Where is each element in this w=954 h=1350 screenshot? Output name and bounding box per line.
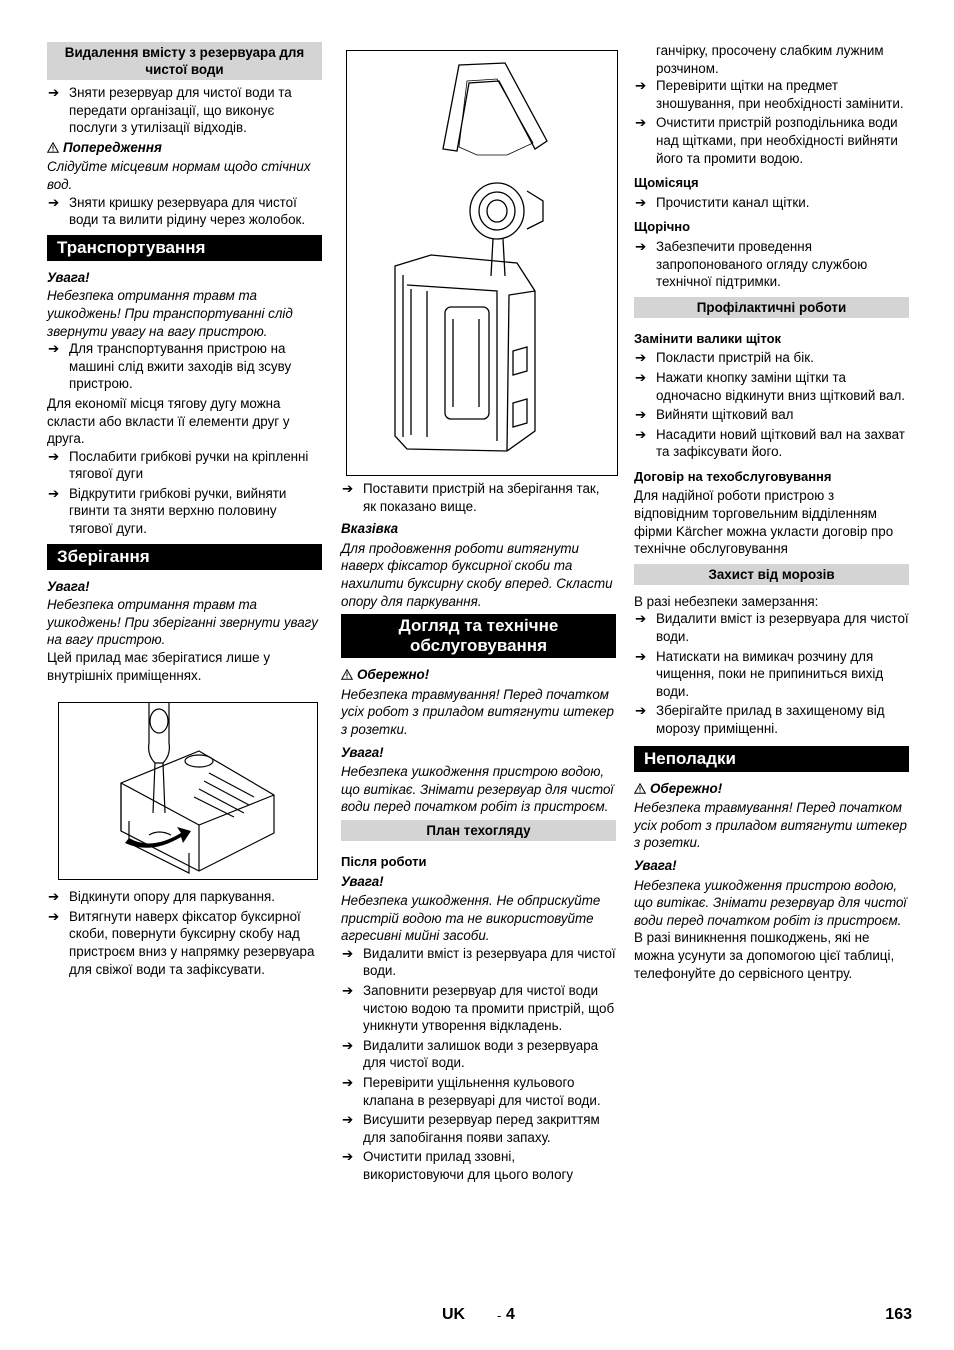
storage-position-illustration — [346, 50, 618, 476]
after-work-list — [341, 945, 616, 1184]
column-middle — [341, 50, 616, 1186]
arrow-icon: ➔ — [342, 945, 354, 961]
frost-text: В разі небезпеки замерзання: — [634, 593, 819, 609]
drain-list-2 — [47, 194, 322, 229]
yearly-list — [634, 238, 909, 291]
monthly-label: Щомісяця — [634, 175, 699, 191]
arrow-icon: ➔ — [635, 194, 647, 210]
transport-list — [47, 340, 322, 393]
list-item: ➔ Прочистити канал щітки. — [635, 194, 810, 210]
arrow-icon: ➔ — [635, 369, 647, 385]
replace-list — [634, 349, 909, 461]
list-item: ➔ Перевірити ущільнення кульового клапана в резервуарі для чистої води. — [342, 1075, 601, 1108]
machine-parking-drawing — [59, 703, 317, 879]
storage-list — [47, 888, 322, 978]
list-item: ➔ Покласти пристрій на бік. — [635, 350, 814, 366]
list-item: ➔ Для транспортування пристрою на машині слід вжити заходів від зсуву пристрою. — [48, 341, 292, 392]
list-item: ➔ Насадити новий щітковий вал на захват та зафіксувати його. — [635, 426, 905, 460]
page-footer — [0, 1306, 954, 1330]
arrow-icon: ➔ — [48, 448, 60, 464]
list-item: ➔ Витягнути наверх фіксатор буксирної скоби, повернути буксирну скобу над пристроєм вниз у напрямку резервуара для свіжої води та зафіксувати. — [48, 908, 315, 977]
contract-text: Для надійної роботи пристрою з відповідним торговельним відділенням фірми Kärcher можна укласти договір про технічне обслуговування — [634, 488, 894, 557]
continued-text: ганчірку, просочену слабким лужним розчином. — [656, 43, 884, 76]
list-item: ➔ Зберігайте прилад в захищеному від морозу приміщенні. — [635, 703, 885, 736]
warning-label: Попередження — [47, 139, 322, 157]
danger-label: Обережно! — [634, 780, 909, 798]
arrow-icon: ➔ — [635, 407, 647, 423]
arrow-icon: ➔ — [635, 78, 647, 94]
list-item: ➔ Видалити вміст із резервуара для чистої води. — [342, 945, 616, 979]
storage-text: Цей прилад має зберігатися лише у внутрішніх приміщеннях. — [47, 650, 271, 683]
continued-list — [634, 77, 909, 167]
list-item: ➔ Відкрутити грибкові ручки, вийняти гвинти та зняти верхню половину тягової дуги. — [48, 485, 287, 537]
maintenance-heading: Профілактичні роботи — [634, 297, 909, 318]
arrow-icon: ➔ — [342, 983, 354, 999]
after-work-label: Після роботи — [341, 853, 427, 869]
faults-heading: Неполадки — [634, 746, 909, 772]
transport-text: Для економії місця тягову дугу можна скласти або вкласти її елементи друг у друга. — [47, 395, 290, 447]
caution-label: Увага! — [47, 269, 90, 285]
arrow-icon: ➔ — [635, 648, 647, 664]
caution-text: Небезпека ушкодження. Не обприскуйте пристрій водою та не використовуйте агресивні мийні засоби. — [341, 893, 601, 944]
arrow-icon: ➔ — [342, 1112, 354, 1128]
transport-list-2 — [47, 448, 322, 538]
caution-text: Небезпека ушкодження пристрою водою, що витікає. Знімати резервуар для чистої води перед початком робіт із пристроєм. — [634, 877, 907, 928]
warning-triangle-icon — [47, 142, 59, 153]
list-item: ➔ Натискати на вимикач розчину для чищення, поки не припиниться вихід води. — [635, 648, 884, 699]
arrow-icon: ➔ — [635, 426, 647, 442]
list-item: ➔ Очистити пристрій розподільника води над щітками, при необхідності вийняти його та промити водою. — [635, 115, 898, 166]
danger-text: Небезпека травмування! Перед початком усіх робот з приладом витягнути штекер з розетки. — [634, 800, 908, 851]
arrow-icon: ➔ — [342, 1149, 354, 1165]
warning-triangle-icon — [341, 669, 353, 680]
list-item: ➔ Видалити залишок води з резервуара для чистої води. — [342, 1037, 599, 1071]
arrow-icon: ➔ — [48, 341, 60, 357]
faults-text: В разі виникнення пошкоджень, які не можна усунути за допомогою цієї таблиці, телефонуйте до сервісного центру. — [634, 930, 895, 981]
list-item: ➔ Очистити прилад ззовні, використовуючи для цього вологу — [342, 1149, 574, 1182]
arrow-icon: ➔ — [342, 1075, 354, 1091]
monthly-list — [634, 194, 909, 212]
warning-text: Слідуйте місцевим нормам щодо стічних вод. — [47, 159, 311, 192]
caution-label: Увага! — [341, 744, 384, 760]
list-item: ➔ Послабити грибкові ручки на кріпленні тягової дуги — [48, 448, 309, 482]
transport-heading: Транспортування — [47, 235, 322, 261]
caution-text: Небезпека отримання травм та ушкоджень! При транспортуванні слід звернути увагу на вагу пристрою. — [47, 288, 293, 339]
arrow-icon: ➔ — [342, 481, 354, 496]
page-number: 163 — [885, 1306, 912, 1323]
arrow-icon: ➔ — [635, 611, 647, 627]
warning-triangle-icon — [634, 783, 646, 794]
store-list — [341, 480, 616, 515]
column-right — [634, 42, 909, 982]
list-item: ➔ Зняти резервуар для чистої води та передати організації, що виконує послуги з утилізації відходів. — [48, 85, 292, 136]
list-item: ➔ Видалити вміст із резервуара для чистої води. — [635, 611, 909, 645]
list-item: ➔ Забезпечити проведення запропонованого огляду службою технічної підтримки. — [635, 238, 868, 290]
replace-rollers-label: Замінити валики щіток — [634, 330, 782, 346]
language-code: UK — [442, 1306, 466, 1323]
danger-text: Небезпека травмування! Перед початком усіх робот з приладом витягнути штекер з розетки. — [341, 686, 615, 737]
care-heading: Догляд та технічне обслуговування — [341, 614, 616, 658]
caution-label: Увага! — [47, 578, 90, 594]
note-label: Вказівка — [341, 521, 399, 537]
arrow-icon: ➔ — [48, 485, 60, 501]
list-item: ➔ Вийняти щітковий вал — [635, 407, 794, 423]
arrow-icon: ➔ — [48, 85, 60, 100]
contract-heading: Договір на техобслуговування — [634, 468, 832, 484]
frost-heading: Захист від морозів — [634, 564, 909, 585]
section-number: 4 — [506, 1306, 515, 1323]
list-item: ➔ Поставити пристрій на зберігання так, як показано вище. — [342, 481, 600, 514]
arrow-icon: ➔ — [48, 889, 60, 905]
list-item: ➔ Відкинути опору для паркування. — [48, 889, 275, 905]
machine-upright-drawing — [347, 51, 617, 475]
list-item: ➔ Зняти кришку резервуара для чистої води та вилити рідину через жолобок. — [48, 194, 306, 228]
arrow-icon: ➔ — [635, 703, 647, 719]
drain-heading: Видалення вмісту з резервуара для чистої води — [47, 42, 322, 80]
storage-heading: Зберігання — [47, 544, 322, 570]
list-item: ➔ Заповнити резервуар для чистої води чистою водою та промити пристрій, щоб уникнути утворення відкладень. — [342, 983, 615, 1034]
column-left — [47, 42, 322, 980]
caution-text: Небезпека отримання травм та ушкоджень! При зберіганні звернути увагу на вагу пристрою. — [47, 597, 318, 648]
drain-list — [47, 84, 322, 137]
note-text: Для продовження роботи витягнути наверх фіксатор буксирної скоби та нахилити буксирну скобу вперед. Скласти опору для паркування. — [341, 540, 613, 609]
separator: - — [497, 1308, 502, 1323]
list-item: ➔ Висушити резервуар перед закриттям для запобігання появи запаху. — [342, 1112, 600, 1145]
caution-label: Увага! — [634, 857, 677, 873]
parking-stand-illustration — [58, 702, 318, 880]
arrow-icon: ➔ — [635, 350, 647, 366]
frost-list — [634, 610, 909, 737]
arrow-icon: ➔ — [635, 115, 647, 131]
arrow-icon: ➔ — [635, 238, 647, 254]
arrow-icon: ➔ — [342, 1037, 354, 1053]
arrow-icon: ➔ — [48, 908, 60, 924]
caution-label: Увага! — [341, 873, 384, 889]
plan-heading: План техогляду — [341, 820, 616, 841]
list-item: ➔ Перевірити щітки на предмет зношування, при необхідності замінити. — [635, 78, 904, 111]
caution-text: Небезпека ушкодження пристрою водою, що витікає. Знімати резервуар для чистої води перед початком робіт із пристроєм. — [341, 764, 614, 815]
danger-label: Обережно! — [341, 666, 616, 684]
list-item: ➔ Нажати кнопку заміни щітки та одночасно відкинути вниз щітковий вал. — [635, 369, 906, 403]
yearly-label: Щорічно — [634, 219, 691, 235]
arrow-icon: ➔ — [48, 194, 60, 210]
